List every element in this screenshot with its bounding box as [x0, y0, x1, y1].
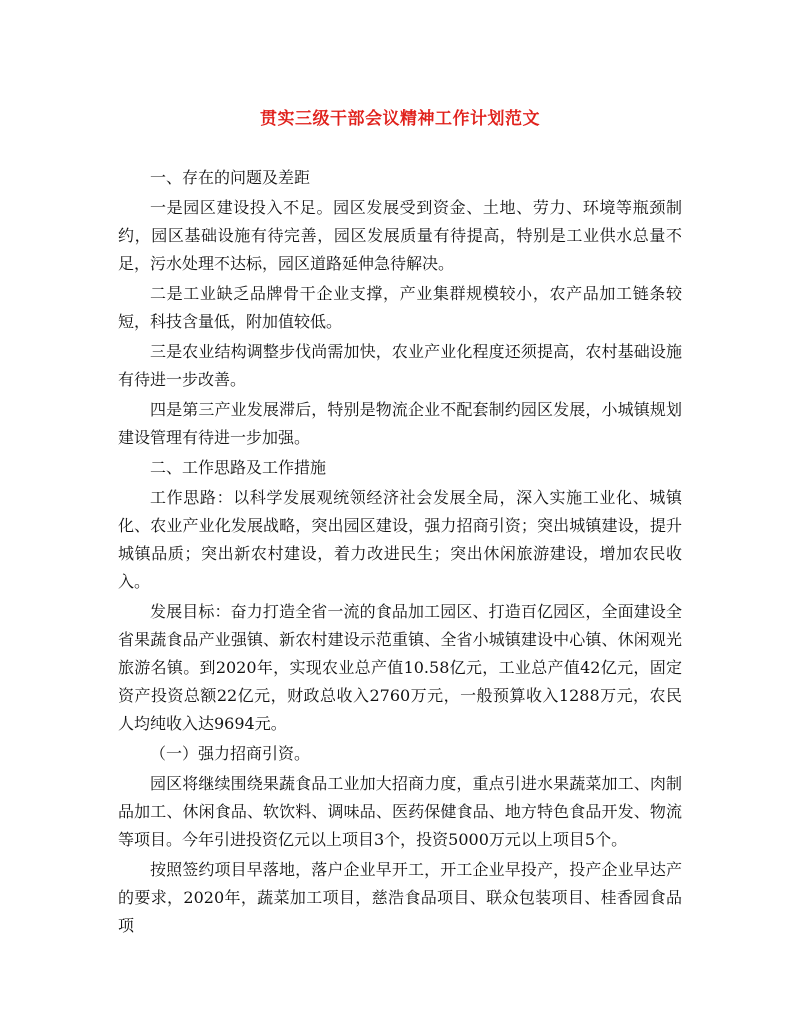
section-heading-measures: 二、工作思路及工作措施 [150, 458, 327, 477]
paragraph: 一是园区建设投入不足。园区发展受到资金、土地、劳力、环境等瓶颈制约，园区基础设施有待完善，园区发展质量有待提高，特别是工业供水总量不足，污水处理不达标，园区道路延伸急待解决。 [118, 198, 682, 273]
paragraph: 按照签约项目早落地，落户企业早开工，开工企业早投产，投产企业早达产的要求，2020年，蔬菜加工项目，慈浩食品项目、联众包装项目、桂香园食品项 [118, 860, 682, 935]
paragraph: 发展目标：奋力打造全省一流的食品加工园区、打造百亿园区，全面建设全省果蔬食品产业强镇、新农村建设示范重镇、全省小城镇建设中心镇、休闲观光旅游名镇。到2020年，实现农业总产值10.58亿元，工业总产值42亿元，固定资产投资总额22亿元，财政总收入2760万元，一般预算收入1288万元，农民人均纯收入达9694元。 [118, 602, 682, 733]
paragraph: 三是农业结构调整步伐尚需加快，农业产业化程度还须提高，农村基础设施有待进一步改善。 [118, 342, 682, 389]
paragraph: 工作思路：以科学发展观统领经济社会发展全局，深入实施工业化、城镇化、农业产业化发展战略，突出园区建设，强力招商引资；突出城镇建设，提升城镇品质；突出新农村建设，着力改进民生；突出休闲旅游建设，增加农民收入。 [118, 488, 682, 591]
paragraph: 二是工业缺乏品牌骨干企业支撑，产业集群规模较小，农产品加工链条较短，科技含量低，附加值较低。 [118, 284, 682, 331]
subsection-heading-investment: （一）强力招商引资。 [150, 744, 311, 763]
document-title: 贯实三级干部会议精神工作计划范文 [260, 109, 540, 129]
document-body [118, 164, 682, 942]
section-heading-problems: 一、存在的问题及差距 [150, 168, 311, 187]
paragraph: 四是第三产业发展滞后，特别是物流企业不配套制约园区发展，小城镇规划建设管理有待进一步加强。 [118, 400, 682, 447]
paragraph: 园区将继续围绕果蔬食品工业加大招商力度，重点引进水果蔬菜加工、肉制品加工、休闲食品、软饮料、调味品、医药保健食品、地方特色食品开发、物流等项目。今年引进投资亿元以上项目3个，投资5000万元以上项目5个。 [118, 774, 682, 849]
